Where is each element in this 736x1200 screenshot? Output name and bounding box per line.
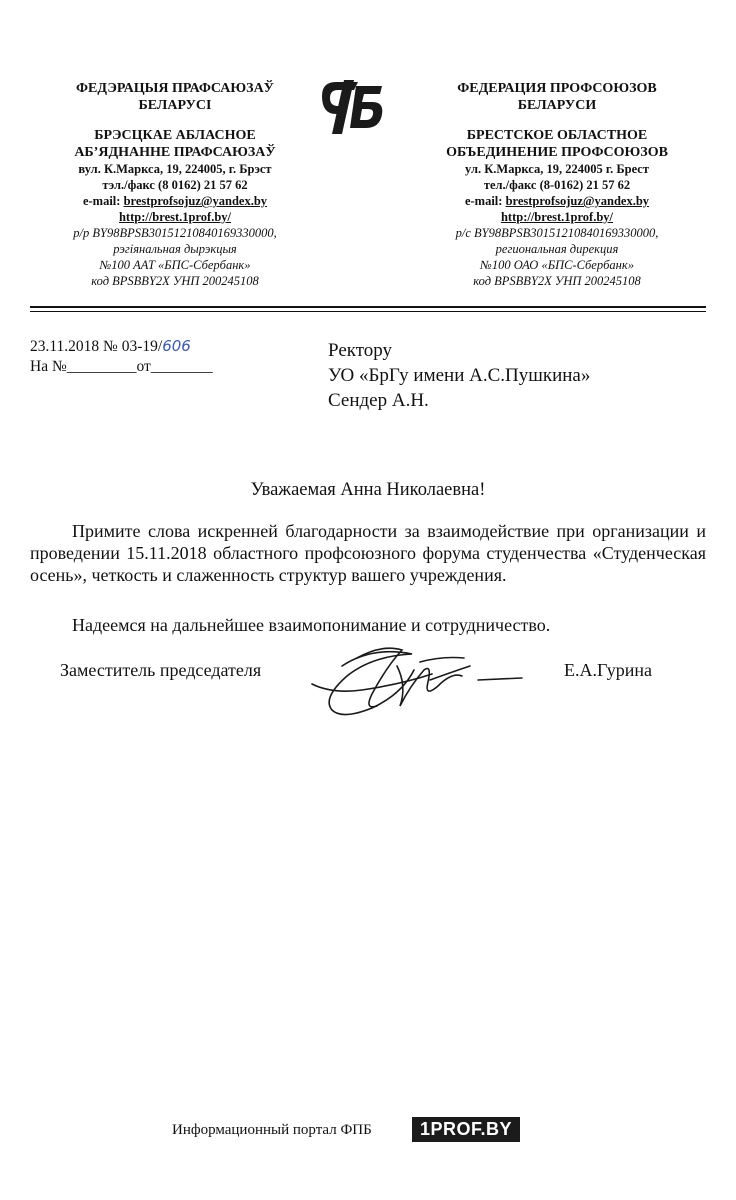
handwritten-signature xyxy=(302,636,532,724)
bank-line-1: рэгіянальная дырэкцыя xyxy=(113,242,237,256)
salutation: Уважаемая Анна Николаевна! xyxy=(250,480,486,500)
ref-handwritten: 606 xyxy=(162,337,191,355)
sub-title-line-1: БРЭСЦКАЕ АБЛАСНОЕ xyxy=(94,128,256,143)
sub-title-line-2: ОБЪЕДИНЕНИЕ ПРОФСОЮЗОВ xyxy=(446,145,668,160)
org-title-line-2: БЕЛАРУСІ xyxy=(138,98,212,113)
email-link[interactable]: brestprofsojuz@yandex.by xyxy=(123,194,268,208)
addressee-line-2: УО «БрГу имени А.С.Пушкина» xyxy=(328,365,591,386)
codes: код BPSBBY2X УНП 200245108 xyxy=(473,274,641,288)
site-link[interactable]: http://brest.1prof.by/ xyxy=(500,210,614,224)
signature-image xyxy=(302,636,532,724)
sub-title-line-1: БРЕСТСКОЕ ОБЛАСТНОЕ xyxy=(466,128,648,143)
phone: тэл./факс (8 0162) 21 57 62 xyxy=(102,178,248,192)
codes: код BPSBBY2X УНП 200245108 xyxy=(91,274,259,288)
footer-badge[interactable]: 1PROF.BY xyxy=(412,1117,520,1142)
ref-number: 23.11.2018 № 03-19/ xyxy=(30,338,163,355)
footer-label: Информационный портал ФПБ xyxy=(172,1122,372,1138)
account: р/с BY98BPSB30151210840169330000, xyxy=(455,226,659,240)
bank-line-2: №100 ААТ «БПС-Сбербанк» xyxy=(99,258,251,272)
header-rule-thick xyxy=(30,306,706,308)
email-label: e-mail: xyxy=(464,194,503,208)
fpb-logo xyxy=(318,76,388,138)
email-line xyxy=(422,193,692,209)
email-label: e-mail: xyxy=(82,194,121,208)
org-title-line-1: ФЕДЭРАЦЫЯ ПРАФСАЮЗАЎ xyxy=(76,81,274,96)
org-title-line-2: БЕЛАРУСИ xyxy=(517,98,597,113)
bank-line-1: региональная дирекция xyxy=(495,242,619,256)
addressee xyxy=(328,338,590,413)
site-link[interactable]: http://brest.1prof.by/ xyxy=(118,210,232,224)
address: вул. К.Маркса, 19, 224005, г. Брэст xyxy=(78,162,272,176)
address: ул. К.Маркса, 19, 224005 г. Брест xyxy=(465,162,649,176)
addressee-line-1: Ректору xyxy=(328,340,393,361)
email-line xyxy=(40,193,310,209)
paragraph-2: Надеемся на дальнейшее взаимопонимание и сотрудничество. xyxy=(72,615,551,635)
email-link[interactable]: brestprofsojuz@yandex.by xyxy=(505,194,650,208)
bank-line-2: №100 ОАО «БПС-Сбербанк» xyxy=(480,258,634,272)
sub-title-line-2: АБ’ЯДНАННЕ ПРАФСАЮЗАЎ xyxy=(74,145,276,160)
header-rule-thin xyxy=(30,311,706,312)
signatory-position: Заместитель председателя xyxy=(60,660,262,680)
paragraph-1: Примите слова искренней благодарности за взаимодействие при организации и проведении 15.11.2018 областного профсоюзного форума студенчества «Студенческая осень», четкость и слаженность структур вашего учреждения. xyxy=(30,521,706,585)
outgoing-ref xyxy=(30,336,213,377)
account: р/р BY98BPSB30151210840169330000, xyxy=(73,226,277,240)
phone: тел./факс (8-0162) 21 57 62 xyxy=(483,178,631,192)
header-right xyxy=(422,80,692,289)
header-left xyxy=(40,80,310,289)
fpb-logo-icon xyxy=(318,76,388,138)
addressee-line-3: Сендер А.Н. xyxy=(328,390,429,411)
org-title-line-1: ФЕДЕРАЦИЯ ПРОФСОЮЗОВ xyxy=(457,81,657,96)
signatory-name: Е.А.Гурина xyxy=(564,660,652,680)
svg-text:ФПБ: ФПБ xyxy=(318,76,321,77)
incoming-ref: На №_________от________ xyxy=(30,358,213,375)
